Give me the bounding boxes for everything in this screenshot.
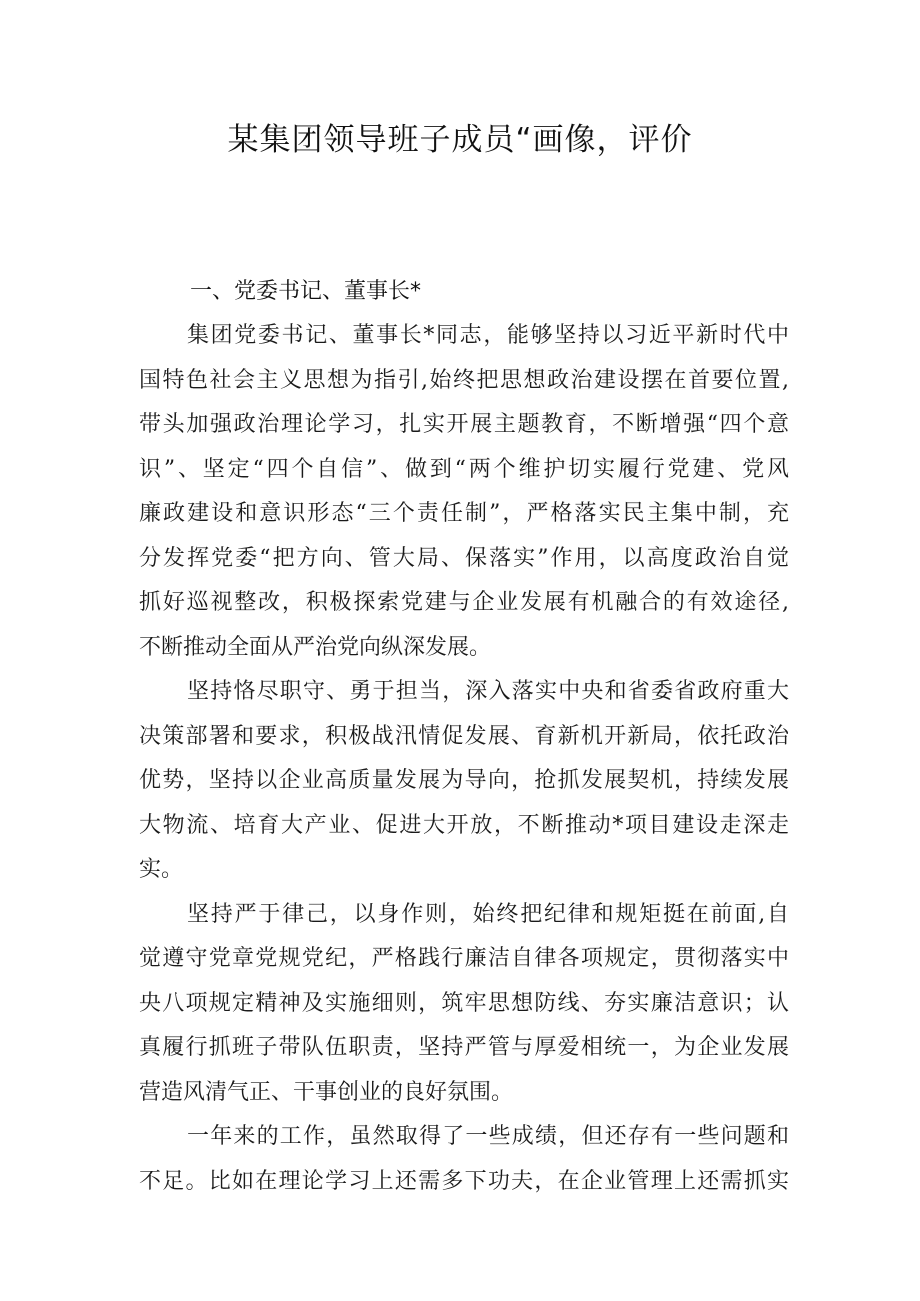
document-title: 某集团领导班子成员“画像，评价 — [227, 122, 693, 158]
text-line: 一年来的工作，虽然取得了一些成绩，但还存有一些问题和 — [187, 1124, 789, 1149]
text-line: 不足。比如在理论学习上还需多下功夫，在企业管理上还需抓实 — [139, 1168, 789, 1194]
text-line: 国特色社会主义思想为指引,始终把思想政治建设摆在首要位置, — [139, 367, 789, 393]
paragraph-1 — [139, 314, 789, 670]
section-heading: 一、党委书记、董事长* — [190, 279, 422, 304]
text-line: 觉遵守党章党规党纪，严格践行廉洁自律各项规定，贯彻落实中 — [139, 946, 789, 971]
text-line: 不断推动全面从严治党向纵深发展。 — [139, 634, 492, 660]
paragraph-4 — [139, 1115, 789, 1204]
text-line: 央八项规定精神及实施细则，筑牢思想防线、夯实廉洁意识；认 — [139, 990, 789, 1016]
text-line: 集团党委书记、董事长*同志，能够坚持以习近平新时代中 — [187, 323, 789, 348]
text-line: 廉政建设和意识形态“三个责任制”，严格落实民主集中制，充 — [139, 501, 789, 526]
text-line: 坚持恪尽职守、勇于担当，深入落实中央和省委省政府重大 — [187, 679, 789, 704]
text-line: 带头加强政治理论学习，扎实开展主题教育，不断增强“四个意 — [139, 412, 789, 437]
paragraph-3 — [139, 893, 789, 1116]
text-line: 坚持严于律己，以身作则，始终把纪律和规矩挺在前面,自 — [187, 901, 789, 927]
text-line: 真履行抓班子带队伍职责，坚持严管与厚爱相统一，为企业发展 — [139, 1035, 789, 1060]
text-line: 分发挥党委“把方向、管大局、保落实”作用，以高度政治自觉 — [139, 545, 789, 571]
text-line: 实。 — [139, 857, 184, 882]
text-line: 营造风清气正、干事创业的良好氛围。 — [139, 1079, 514, 1105]
text-line: 大物流、培育大产业、促进大开放，不断推动*项目建设走深走 — [139, 812, 789, 838]
text-line: 抓好巡视整改，积极探索党建与企业发展有机融合的有效途径, — [139, 590, 789, 615]
paragraph-2 — [139, 670, 789, 893]
text-line: 优势，坚持以企业高质量发展为导向，抢抓发展契机，持续发展 — [139, 768, 789, 793]
document-body — [139, 314, 789, 1204]
text-line: 识”、坚定“四个自信”、做到“两个维护切实履行党建、党风 — [139, 456, 789, 482]
text-line: 决策部署和要求，积极战汛情促发展、育新机开新局，依托政治 — [139, 723, 789, 749]
